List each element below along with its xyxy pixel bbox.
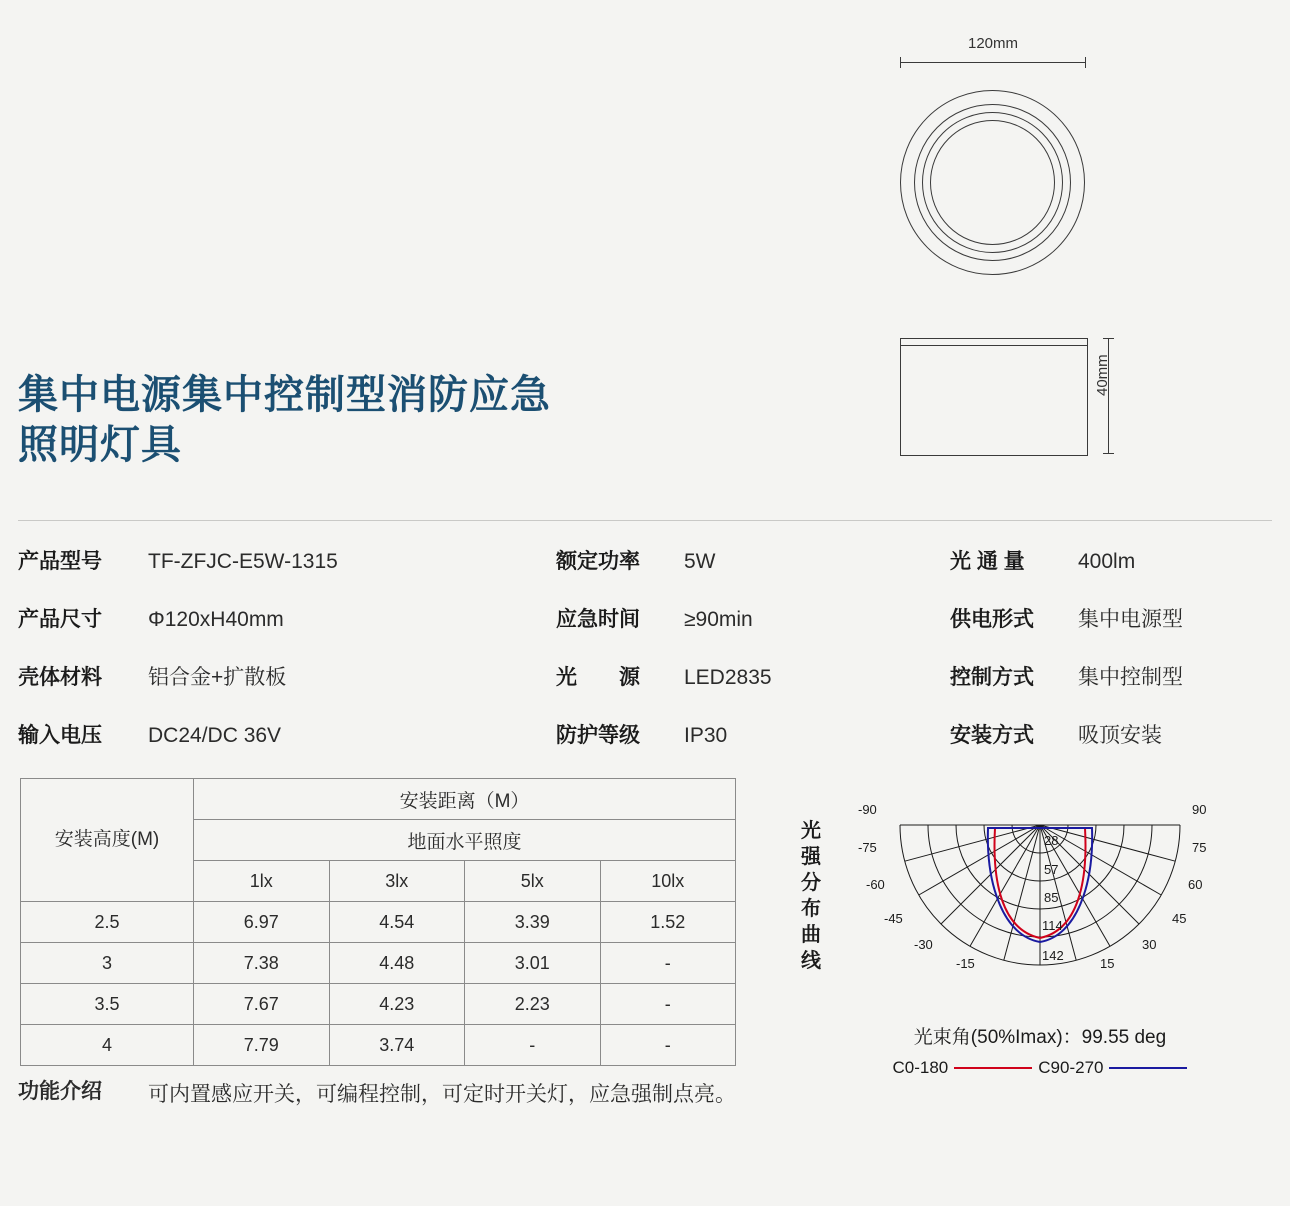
table-cell-height: 4 bbox=[21, 1025, 194, 1066]
function-description bbox=[18, 1075, 758, 1115]
table-row bbox=[21, 943, 736, 984]
angle-label-left-75: -75 bbox=[858, 840, 877, 855]
chart-legend bbox=[830, 1058, 1250, 1078]
product-top-view-drawing bbox=[880, 20, 1140, 300]
ring-label-57: 57 bbox=[1044, 862, 1059, 877]
ring-label-142: 142 bbox=[1042, 948, 1064, 963]
table-header-row-1 bbox=[21, 779, 736, 820]
table-cell-value: 3.39 bbox=[465, 902, 601, 943]
page-title bbox=[18, 370, 738, 470]
table-cell-value: 3.01 bbox=[465, 943, 601, 984]
spec-value-power-supply-type: 集中电源型 bbox=[1078, 608, 1183, 631]
spec-row-emergency-time bbox=[556, 603, 936, 633]
table-row bbox=[21, 984, 736, 1025]
spec-row-material bbox=[18, 661, 538, 691]
spec-value-mounting: 吸顶安装 bbox=[1078, 724, 1162, 747]
spec-label-luminous-flux: 光 通 量 bbox=[950, 550, 1025, 573]
table-row bbox=[21, 902, 736, 943]
beam-angle-text: 光束角(50%Imax)：99.55 deg bbox=[913, 1027, 1167, 1048]
table-cell-value: - bbox=[600, 943, 736, 984]
spec-label-material: 壳体材料 bbox=[18, 666, 102, 689]
spec-column-2 bbox=[556, 545, 936, 777]
spec-label-voltage: 输入电压 bbox=[18, 724, 102, 747]
angle-label-left-60: -60 bbox=[866, 877, 885, 892]
table-cell-value: 1.52 bbox=[600, 902, 736, 943]
page-title-line-2: 照明灯具 bbox=[18, 423, 182, 467]
ring-label-114: 114 bbox=[1042, 918, 1063, 933]
ring-label-85: 85 bbox=[1044, 890, 1059, 905]
legend-swatch-c90-270 bbox=[1109, 1067, 1187, 1069]
spec-row-ip-rating bbox=[556, 719, 936, 749]
spec-column-1 bbox=[18, 545, 538, 777]
spec-value-emergency-time: ≥90min bbox=[684, 608, 753, 631]
function-description-label: 功能介绍 bbox=[18, 1080, 102, 1103]
table-cell-value: - bbox=[465, 1025, 601, 1066]
side-top-edge-line bbox=[901, 345, 1087, 346]
spec-value-voltage: DC24/DC 36V bbox=[148, 724, 282, 747]
spec-value-control-type: 集中控制型 bbox=[1078, 666, 1183, 689]
angle-label-left-45: -45 bbox=[884, 911, 903, 926]
table-cell-value: 6.97 bbox=[194, 902, 330, 943]
spec-row-mounting bbox=[950, 719, 1280, 749]
angle-label-left-90: -90 bbox=[858, 802, 877, 817]
table-col-header-1lx: 1lx bbox=[194, 861, 330, 902]
spec-label-control-type: 控制方式 bbox=[950, 666, 1034, 689]
spec-label-model: 产品型号 bbox=[18, 550, 102, 573]
angle-label-left-15: -15 bbox=[956, 956, 975, 971]
spec-row-power-supply-type bbox=[950, 603, 1280, 633]
side-body-outline bbox=[900, 338, 1088, 456]
function-description-text: 可内置感应开关，可编程控制，可定时开关灯，应急强制点亮。 bbox=[148, 1083, 736, 1106]
light-distribution-chart-label: 光强分布曲线 bbox=[801, 820, 821, 972]
legend-swatch-c0-180 bbox=[954, 1067, 1032, 1069]
spec-label-power-supply-type: 供电形式 bbox=[950, 608, 1034, 631]
table-cell-value: 4.23 bbox=[329, 984, 465, 1025]
product-side-view-drawing bbox=[880, 330, 1140, 490]
spec-value-ip-rating: IP30 bbox=[684, 724, 728, 747]
angle-label-right-15: 15 bbox=[1100, 956, 1115, 971]
spec-row-model bbox=[18, 545, 538, 575]
spec-value-material: 铝合金+扩散板 bbox=[148, 666, 287, 689]
spec-row-luminous-flux bbox=[950, 545, 1280, 575]
height-dimension-label: 40mm bbox=[1094, 354, 1111, 396]
illuminance-table bbox=[20, 778, 736, 1066]
angle-label-right-30: 30 bbox=[1142, 937, 1157, 952]
spec-row-size bbox=[18, 603, 538, 633]
table-cell-height: 2.5 bbox=[21, 902, 194, 943]
table-sub-header: 地面水平照度 bbox=[194, 820, 736, 861]
polar-diagram-svg bbox=[820, 790, 1260, 1025]
spec-value-power: 5W bbox=[684, 550, 716, 573]
light-distribution-chart bbox=[790, 790, 1270, 1090]
illuminance-table-wrapper bbox=[20, 778, 736, 1066]
spec-label-light-source: 光 源 bbox=[556, 666, 640, 689]
table-group-header: 安装距离（M） bbox=[194, 779, 736, 820]
angle-label-left-30: -30 bbox=[914, 937, 933, 952]
spec-label-power: 额定功率 bbox=[556, 550, 640, 573]
section-divider bbox=[18, 520, 1272, 521]
page-title-line-1: 集中电源集中控制型消防应急 bbox=[18, 373, 551, 417]
table-cell-value: 7.67 bbox=[194, 984, 330, 1025]
table-col-header-10lx: 10lx bbox=[600, 861, 736, 902]
table-cell-value: 7.38 bbox=[194, 943, 330, 984]
angle-label-right-90: 90 bbox=[1192, 802, 1207, 817]
spec-value-size: Φ120xH40mm bbox=[148, 608, 284, 631]
angle-label-right-60: 60 bbox=[1188, 877, 1203, 892]
spec-label-ip-rating: 防护等级 bbox=[556, 724, 640, 747]
width-dimension-line bbox=[900, 62, 1086, 63]
ring-circle-4 bbox=[930, 120, 1055, 245]
spec-column-3 bbox=[950, 545, 1280, 777]
table-corner-header: 安装高度(M) bbox=[21, 779, 194, 902]
spec-row-power bbox=[556, 545, 936, 575]
table-cell-value: 4.48 bbox=[329, 943, 465, 984]
table-cell-value: 7.79 bbox=[194, 1025, 330, 1066]
spec-row-control-type bbox=[950, 661, 1280, 691]
table-cell-value: 2.23 bbox=[465, 984, 601, 1025]
spec-value-luminous-flux: 400lm bbox=[1078, 550, 1136, 573]
spec-label-mounting: 安装方式 bbox=[950, 724, 1034, 747]
spec-value-light-source: LED2835 bbox=[684, 666, 772, 689]
width-dimension-label: 120mm bbox=[967, 35, 1019, 52]
table-cell-height: 3 bbox=[21, 943, 194, 984]
table-cell-value: - bbox=[600, 984, 736, 1025]
spec-label-emergency-time: 应急时间 bbox=[556, 608, 640, 631]
ring-label-28: 28 bbox=[1044, 833, 1059, 848]
table-cell-value: - bbox=[600, 1025, 736, 1066]
legend-label-c0-180: C0-180 bbox=[892, 1058, 949, 1077]
table-cell-height: 3.5 bbox=[21, 984, 194, 1025]
spec-row-voltage bbox=[18, 719, 538, 749]
table-row bbox=[21, 1025, 736, 1066]
angle-label-right-45: 45 bbox=[1172, 911, 1187, 926]
table-cell-value: 3.74 bbox=[329, 1025, 465, 1066]
spec-row-light-source bbox=[556, 661, 936, 691]
table-cell-value: 4.54 bbox=[329, 902, 465, 943]
spec-label-size: 产品尺寸 bbox=[18, 608, 102, 631]
table-col-header-5lx: 5lx bbox=[465, 861, 601, 902]
table-col-header-3lx: 3lx bbox=[329, 861, 465, 902]
legend-label-c90-270: C90-270 bbox=[1038, 1058, 1104, 1077]
angle-label-right-75: 75 bbox=[1192, 840, 1207, 855]
spec-value-model: TF-ZFJC-E5W-1315 bbox=[148, 550, 338, 573]
